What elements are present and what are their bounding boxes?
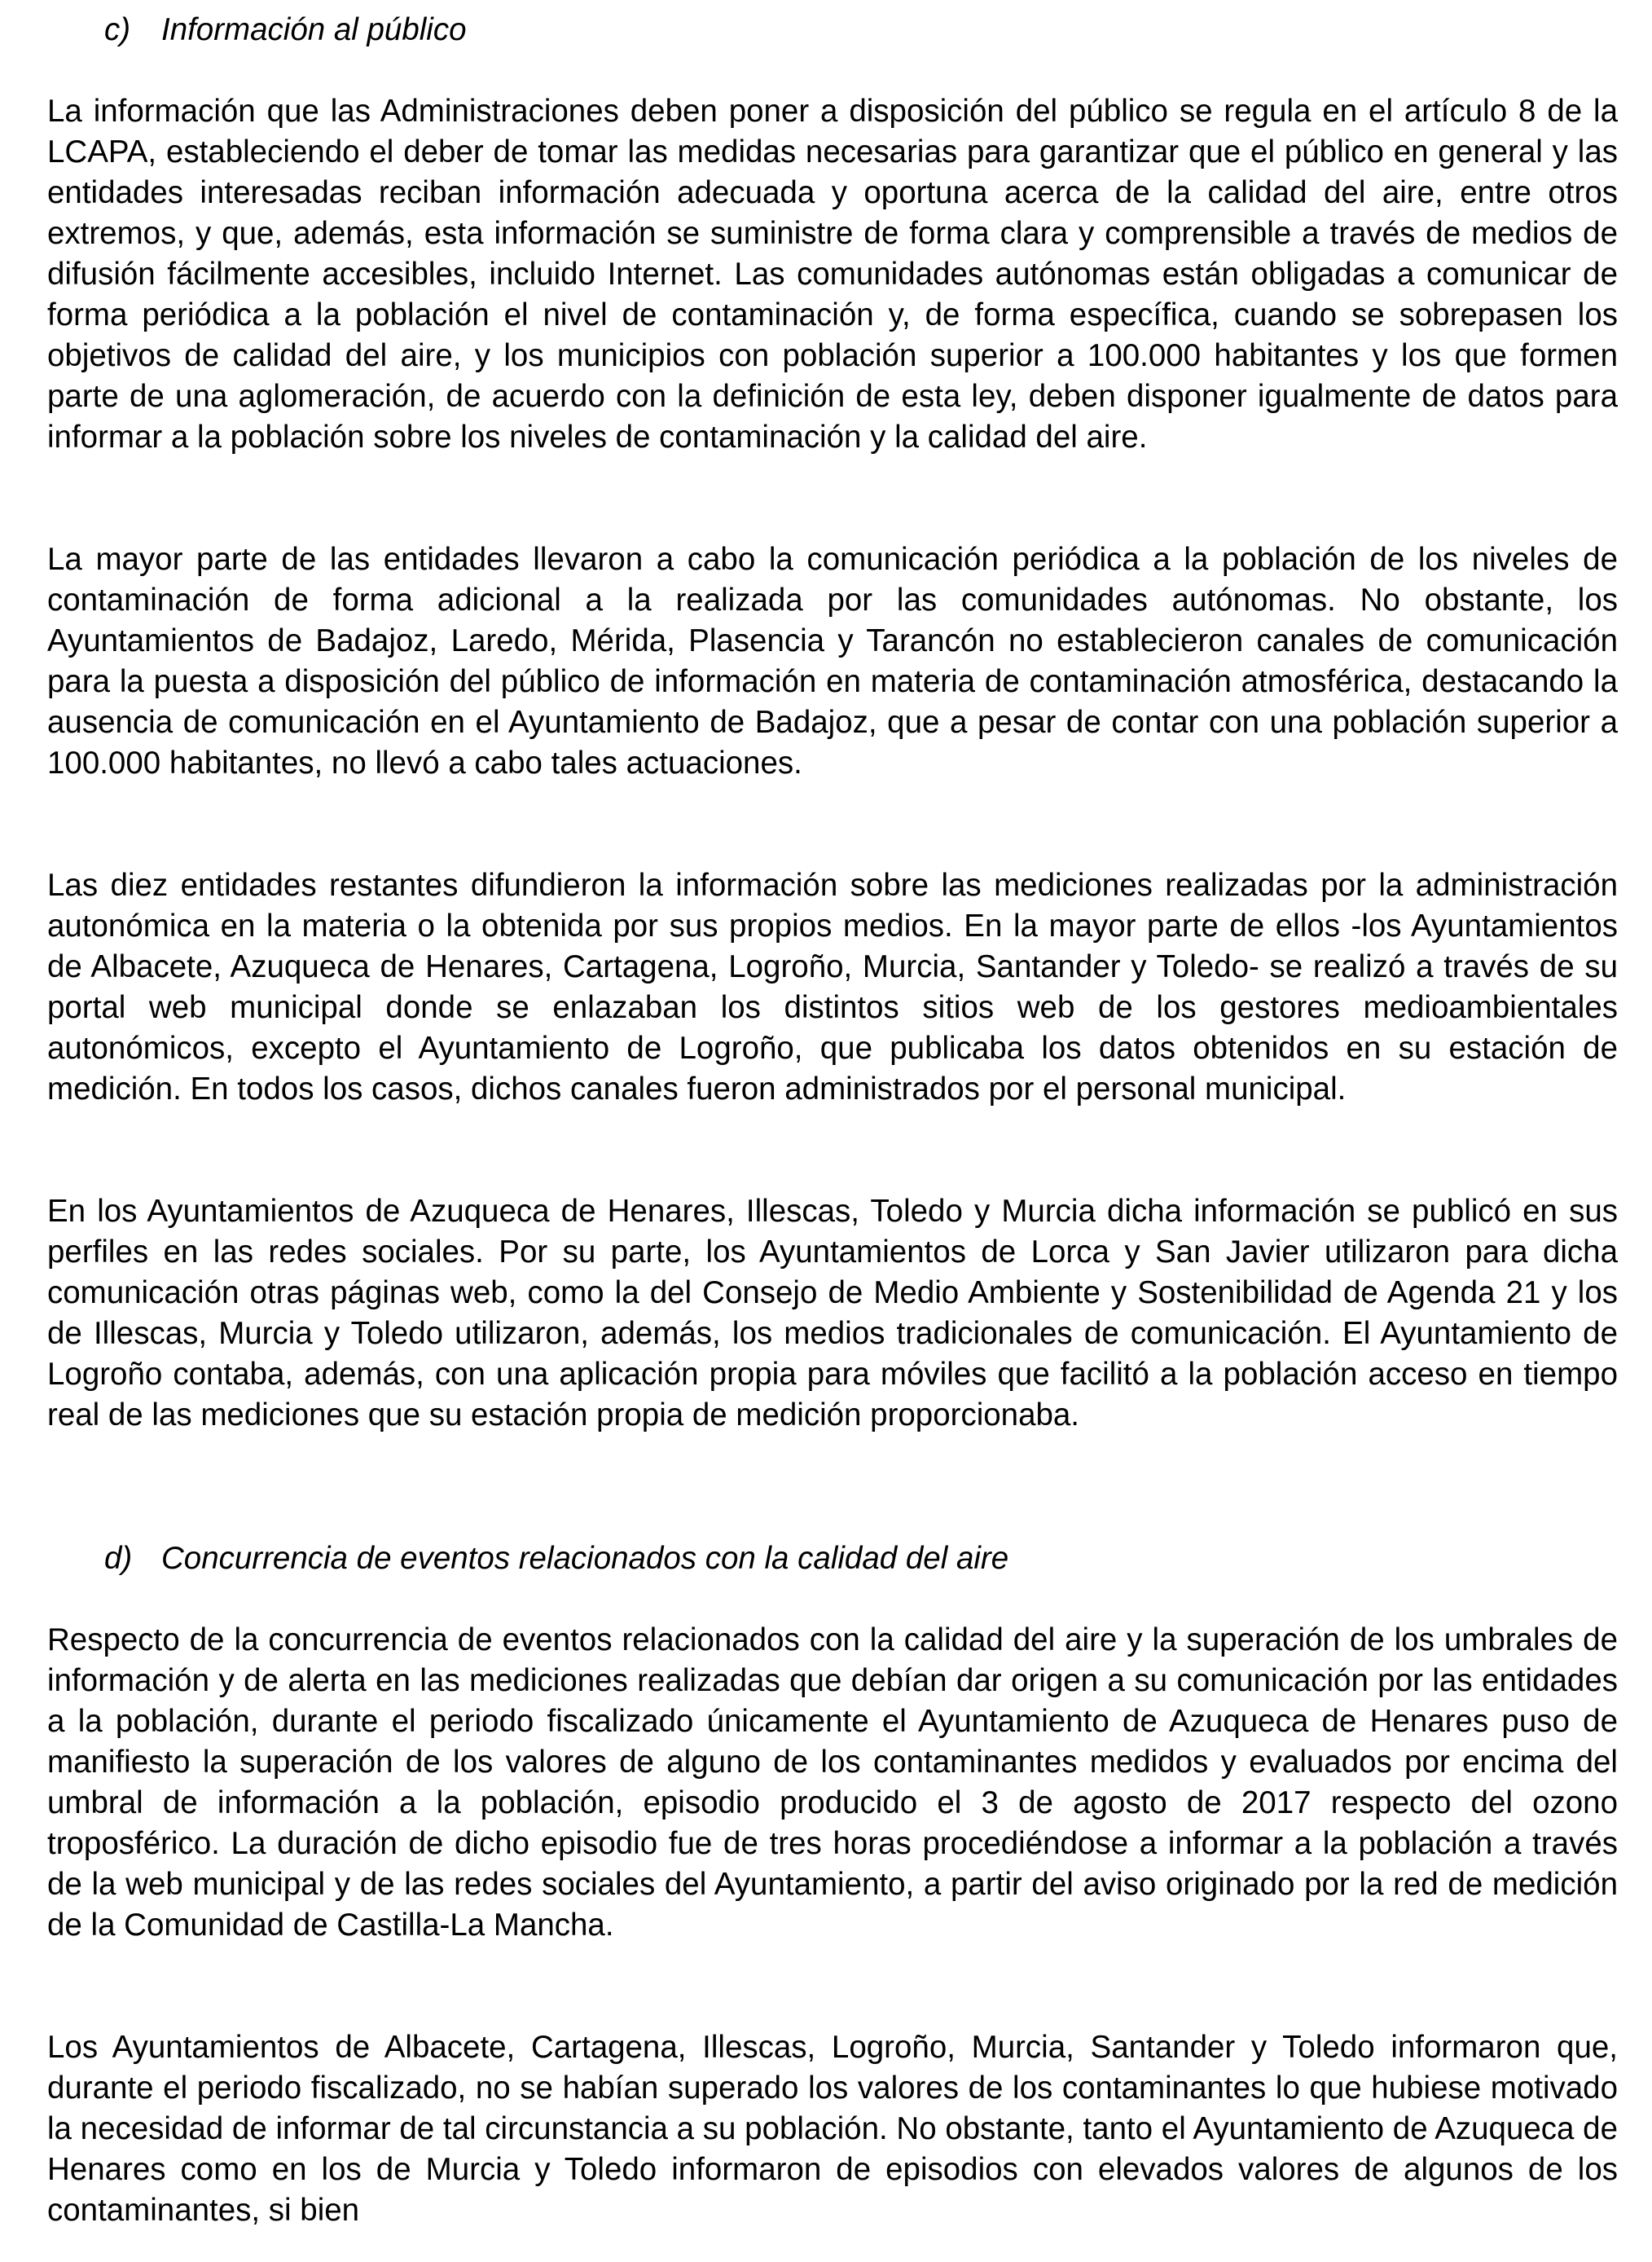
section-c-paragraph-4: En los Ayuntamientos de Azuqueca de Henares, Illescas, Toledo y Murcia dicha información se publicó en sus perfiles en las redes sociales. Por su parte, los Ayuntamientos de Lorca y San Javier utilizaron para dicha comunicación otras páginas web, como la del Consejo de Medio Ambiente y Sostenibilidad de Agenda 21 y los de Illescas, Murcia y Toledo utilizaron, además, los medios tradicionales de comunicación. El Ayuntamiento de Logroño contaba, además, con una aplicación propia para móviles que facilitó a la población acceso en tiempo real de las mediciones que su estación propia de medición proporcionaba. [47, 1194, 1618, 1432]
section-c-heading [104, 10, 467, 51]
document-page [47, 0, 1618, 2262]
section-d-letter: d) [104, 1541, 133, 1576]
section-d-heading [104, 1538, 1008, 1579]
section-d-title: Concurrencia de eventos relacionados con la calidad del aire [161, 1541, 1009, 1576]
section-c-paragraph-2: La mayor parte de las entidades llevaron a cabo la comunicación periódica a la población de los niveles de contaminación de forma adicional a la realizada por las comunidades autónomas. No obstante, los Ayuntamientos de Badajoz, Laredo, Mérida, Plasencia y Tarancón no establecieron canales de comunicación para la puesta a disposición del público de información en materia de contaminación atmosférica, destacando la ausencia de comunicación en el Ayuntamiento de Badajoz, que a pesar de contar con una población superior a 100.000 habitantes, no llevó a cabo tales actuaciones. [47, 542, 1618, 781]
section-d-paragraph-1: Respecto de la concurrencia de eventos relacionados con la calidad del aire y la superación de los umbrales de información y de alerta en las mediciones realizadas que debían dar origen a su comunicación por las entidades a la población, durante el periodo fiscalizado únicamente el Ayuntamiento de Azuqueca de Henares puso de manifiesto la superación de los valores de alguno de los contaminantes medidos y evaluados por encima del umbral de información a la población, episodio producido el 3 de agosto de 2017 respecto del ozono troposférico. La duración de dicho episodio fue de tres horas procediéndose a informar a la población a través de la web municipal y de las redes sociales del Ayuntamiento, a partir del aviso originado por la red de medición de la Comunidad de Castilla-La Mancha. [47, 1622, 1618, 1943]
section-d-paragraph-2: Los Ayuntamientos de Albacete, Cartagena, Illescas, Logroño, Murcia, Santander y Toledo informaron que, durante el periodo fiscalizado, no se habían superado los valores de los contaminantes lo que hubiese motivado la necesidad de informar de tal circunstancia a su población. No obstante, tanto el Ayuntamiento de Azuqueca de Henares como en los de Murcia y Toledo informaron de episodios con elevados valores de algunos de los contaminantes, si bien [47, 2030, 1618, 2228]
section-c-paragraph-3: Las diez entidades restantes difundieron la información sobre las mediciones realizadas por la administración autonómica en la materia o la obtenida por sus propios medios. En la mayor parte de ellos -los Ayuntamientos de Albacete, Azuqueca de Henares, Cartagena, Logroño, Murcia, Santander y Toledo- se realizó a través de su portal web municipal donde se enlazaban los distintos sitios web de los gestores medioambientales autonómicos, excepto el Ayuntamiento de Logroño, que publicaba los datos obtenidos en su estación de medición. En todos los casos, dichos canales fueron administrados por el personal municipal. [47, 868, 1618, 1107]
section-c-title: Información al público [161, 12, 467, 47]
section-c-letter: c) [104, 12, 131, 47]
section-c-paragraph-1: La información que las Administraciones deben poner a disposición del público se regula en el artículo 8 de la LCAPA, estableciendo el deber de tomar las medidas necesarias para garantizar que el público en general y las entidades interesadas reciban información adecuada y oportuna acerca de la calidad del aire, entre otros extremos, y que, además, esta información se suministre de forma clara y comprensible a través de medios de difusión fácilmente accesibles, incluido Internet. Las comunidades autónomas están obligadas a comunicar de forma periódica a la población el nivel de contaminación y, de forma específica, cuando se sobrepasen los objetivos de calidad del aire, y los municipios con población superior a 100.000 habitantes y los que formen parte de una aglomeración, de acuerdo con la definición de esta ley, deben disponer igualmente de datos para informar a la población sobre los niveles de contaminación y la calidad del aire. [47, 94, 1618, 455]
